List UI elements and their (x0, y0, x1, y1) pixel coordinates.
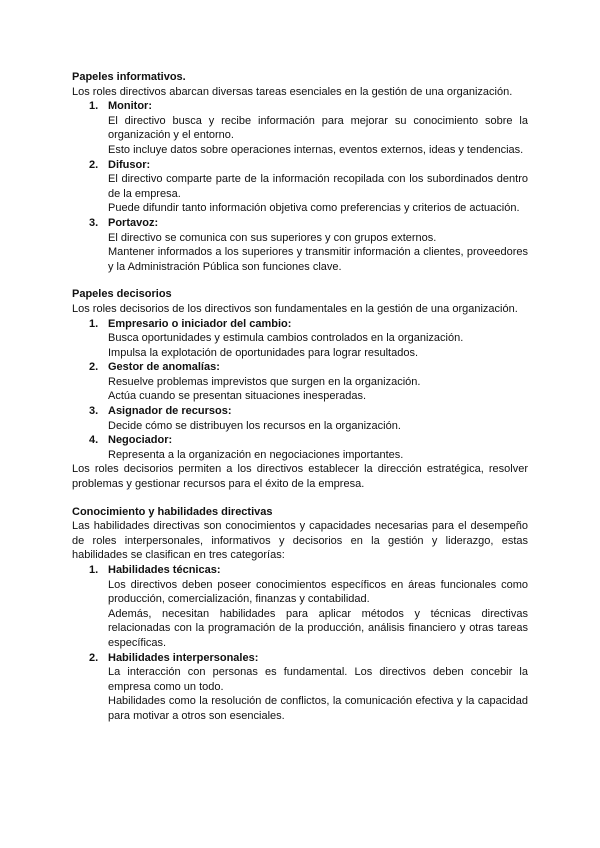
item-title: Monitor: (108, 100, 152, 113)
item-line: El directivo se comunica con sus superiores y con grupos externos. (108, 231, 437, 244)
section-papeles-informativos (72, 70, 528, 274)
item-number: 1. (89, 100, 99, 113)
section-intro: Los roles decisorios de los directivos son fundamentales en la gestión de una organización. (72, 302, 518, 315)
item-title: Habilidades interpersonales: (108, 651, 259, 664)
item-number: 1. (89, 564, 99, 576)
item-line: Los directivos deben poseer conocimientos específicos en áreas funcionales como producción, comercialización, finanzas y contabilidad. (108, 578, 528, 606)
section-heading: Conocimiento y habilidades directivas (72, 505, 273, 518)
item-line: Puede difundir tanto información objetiva como preferencias y criterios de actuación. (108, 202, 520, 215)
list-item-negociador (72, 433, 528, 462)
list-item-asignador-recursos (72, 404, 528, 433)
section-heading: Papeles informativos. (72, 71, 186, 83)
item-line: Representa a la organización en negociaciones importantes. (108, 448, 404, 461)
item-number: 2. (89, 361, 99, 374)
list-item-portavoz (72, 216, 528, 274)
item-title: Difusor: (108, 158, 151, 171)
item-line: El directivo comparte parte de la información recopilada con los subordinados dentro de la empresa. (108, 173, 528, 200)
item-line: Actúa cuando se presentan situaciones inesperadas. (108, 390, 367, 403)
item-line: La interacción con personas es fundamental. Los directivos deben concebir la empresa como un todo. (108, 666, 528, 693)
item-number: 3. (89, 216, 99, 229)
section-intro: Los roles directivos abarcan diversas tareas esenciales en la gestión de una organización. (72, 85, 513, 98)
item-title: Negociador: (108, 434, 173, 447)
list-item-habilidades-tecnicas (72, 563, 528, 651)
section-outro: Los roles decisorios permiten a los directivos establecer la dirección estratégica, resolver problemas y gestionar recursos para el éxito de la empresa. (72, 463, 528, 491)
list-item-monitor (72, 99, 528, 157)
item-title: Habilidades técnicas: (108, 564, 221, 576)
item-title: Asignador de recursos: (108, 405, 232, 418)
item-title: Portavoz: (108, 216, 159, 229)
item-number: 1. (89, 317, 99, 330)
item-line: Mantener informados a los superiores y transmitir información a clientes, proveedores y la Administración Pública son funciones clave. (108, 246, 528, 273)
item-title: Empresario o iniciador del cambio: (108, 317, 292, 330)
list-item-gestor-anomalias (72, 360, 528, 404)
item-line: El directivo busca y recibe información para mejorar su conocimiento sobre la organización y el entorno. (108, 114, 528, 142)
list-item-difusor (72, 158, 528, 216)
section-heading: Papeles decisorios (72, 288, 172, 301)
item-line: Decide cómo se distribuyen los recursos en la organización. (108, 419, 401, 432)
section-habilidades-directivas (72, 505, 528, 724)
item-number: 4. (89, 434, 99, 447)
item-line: Impulsa la explotación de oportunidades para lograr resultados. (108, 346, 419, 359)
list-item-habilidades-interpersonales (72, 651, 528, 724)
section-intro: Las habilidades directivas son conocimientos y capacidades necesarias para el desempeño de roles interpersonales, informativos y decisorios en la gestión y liderazgo, estas habilidades se clasifican en tres categorías: (72, 520, 528, 562)
item-number: 2. (89, 158, 99, 171)
item-number: 3. (89, 405, 99, 418)
roles-list (72, 317, 528, 463)
item-line: Resuelve problemas imprevistos que surgen en la organización. (108, 375, 421, 388)
document-page (72, 70, 528, 724)
item-line: Busca oportunidades y estimula cambios controlados en la organización. (108, 332, 464, 345)
item-line: Habilidades como la resolución de conflictos, la comunicación efectiva y la capacidad para motivar a otros son esenciales. (108, 695, 528, 722)
item-line: Esto incluye datos sobre operaciones internas, eventos externos, ideas y tendencias. (108, 143, 524, 156)
list-item-empresario (72, 317, 528, 361)
skills-list (72, 563, 528, 724)
item-title: Gestor de anomalías: (108, 361, 220, 374)
item-number: 2. (89, 651, 99, 664)
item-line: Además, necesitan habilidades para aplicar métodos y técnicas directivas relacionadas con la programación de la producción, análisis financiero y otras tareas específicas. (108, 607, 528, 649)
roles-list (72, 99, 528, 274)
section-papeles-decisorios (72, 287, 528, 491)
